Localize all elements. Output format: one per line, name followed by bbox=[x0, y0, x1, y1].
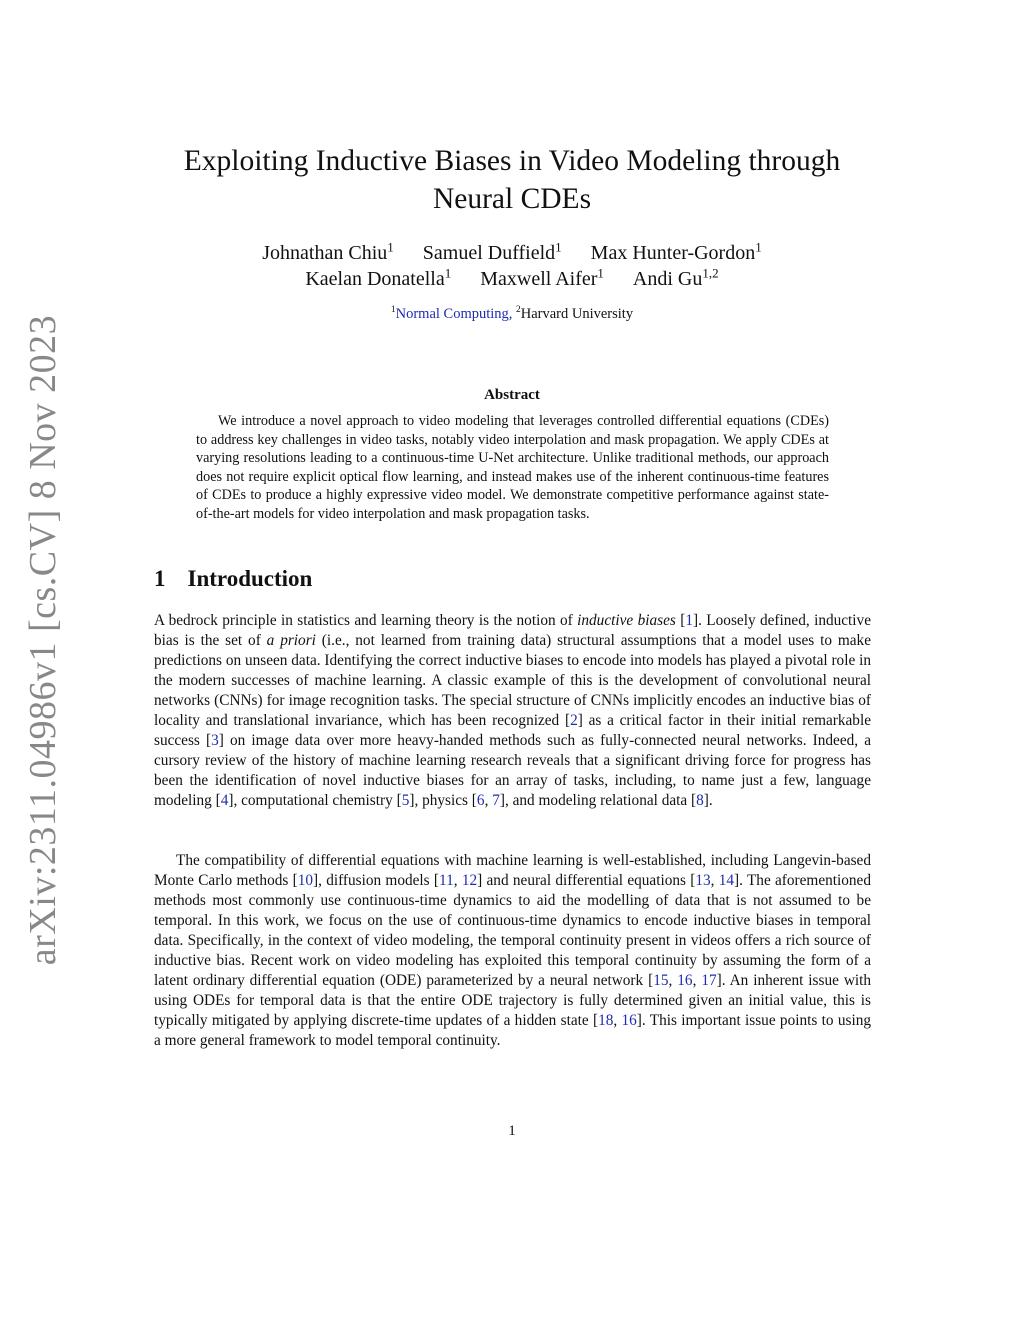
section-number: 1 bbox=[154, 566, 166, 591]
citation-link[interactable]: 10 bbox=[297, 872, 313, 889]
arxiv-id: arXiv:2311.04986v1 [cs.CV] 8 Nov 2023 bbox=[22, 314, 64, 966]
citation-link[interactable]: 13 bbox=[695, 872, 711, 889]
citation-link[interactable]: 1 bbox=[685, 612, 693, 629]
affiliation-harvard: Harvard University bbox=[520, 306, 634, 322]
citation-link[interactable]: 17 bbox=[701, 972, 717, 989]
abstract-heading: Abstract bbox=[484, 387, 540, 403]
emphasis-text: a priori bbox=[266, 632, 316, 649]
arxiv-stamp bbox=[8, 314, 78, 966]
citation-link[interactable]: 6 bbox=[476, 792, 485, 809]
section-heading bbox=[154, 566, 312, 592]
author: Johnathan Chiu$^1$ bbox=[262, 239, 394, 264]
title-line-1: Exploiting Inductive Biases in Video Modeling through bbox=[183, 145, 841, 177]
citation-link[interactable]: 8 bbox=[696, 792, 704, 809]
citation-link[interactable]: 18 bbox=[598, 1012, 614, 1029]
citation-link[interactable]: 14 bbox=[718, 872, 735, 889]
citation-link[interactable]: 5 bbox=[401, 792, 410, 809]
emphasis-text: inductive biases bbox=[577, 612, 676, 629]
citation-link[interactable]: 2 bbox=[570, 712, 578, 729]
intro-paragraph-1: A bedrock principle in statistics and learning theory is the notion of inductive biases [1]. Loosely defined, inductive bias is the set of a priori (i.e., not learned from training data) structural assumptions that a model uses to make predictions on unseen data. Identifying the correct inductive biases to encode into models has played a pivotal role in the modern successes of machine learning. A classic example of this is the development of convolutional neural networks (CNNs) for image recognition tasks. The special structure of CNNs implicitly encodes an inductive bias of locality and translational invariance, which has been recognized [2] as a critical factor in their initial remarkable success [3] on image data over more heavy-handed methods such as fully-connected neural networks. Indeed, a cursory review of the history of machine learning research reveals that a significant driving force for progress has been the identification of novel inductive biases for an array of tasks, including, to name just a few, language modeling [4], computational chemistry [5], physics [6, 7], and modeling relational data [8]. bbox=[154, 612, 871, 809]
author: Maxwell Aifer$^1$ bbox=[480, 265, 604, 290]
affiliations: $^1$Normal Computing, $^2$Harvard University bbox=[390, 305, 634, 322]
citation-link[interactable]: 4 bbox=[220, 792, 229, 809]
citation-link[interactable]: 11 bbox=[439, 872, 454, 889]
author-row-2 bbox=[150, 266, 874, 292]
intro-paragraph-2: The compatibility of differential equations with machine learning is well-established, including Langevin-based Monte Carlo methods [10], diffusion models [11, 12] and neural differential equations [13, 14]. The aforementioned methods most commonly use continuous-time dynamics to aid the modelling of data that is not assumed to be temporal. In this work, we focus on the use of continuous-time dynamics to encode inductive biases in temporal data. Specifically, in the context of video modeling, the temporal continuity present in videos offers a rich source of inductive bias. Recent work on video modeling has exploited this temporal continuity by assuming the form of a latent ordinary differential equation (ODE) parameterized by a neural network [15, 16, 17]. An inherent issue with using ODEs for temporal data is that the entire ODE trajectory is fully determined given an initial value, this is typically mitigated by applying discrete-time updates of a hidden state [18, 16]. This important issue points to using a more general framework to model temporal continuity. bbox=[154, 852, 872, 1049]
citation-link[interactable]: 3 bbox=[211, 732, 219, 749]
page-number: 1 bbox=[508, 1123, 516, 1139]
author: Andi Gu$^{1,2}$ bbox=[632, 265, 719, 290]
citation-link[interactable]: 16 bbox=[621, 1012, 637, 1029]
section-title: Introduction bbox=[187, 566, 313, 591]
citation-link[interactable]: 7 bbox=[492, 792, 500, 809]
title-line-2: Neural CDEs bbox=[432, 183, 592, 215]
author: Max Hunter-Gordon$^1$ bbox=[590, 239, 762, 264]
author: Kaelan Donatella$^1$ bbox=[305, 265, 452, 290]
affiliation-link-normal-computing[interactable]: Normal Computing, bbox=[395, 306, 513, 322]
author: Samuel Duffield$^1$ bbox=[422, 239, 562, 264]
citation-link[interactable]: 16 bbox=[677, 972, 693, 989]
citation-link[interactable]: 15 bbox=[653, 972, 669, 989]
author-row-1 bbox=[150, 240, 874, 266]
citation-link[interactable]: 12 bbox=[461, 872, 478, 889]
paper-title bbox=[150, 142, 874, 218]
author-list bbox=[150, 240, 874, 292]
abstract-text: We introduce a novel approach to video modeling that leverages controlled differential equations (CDEs) to address key challenges in video tasks, notably video interpolation and mask propagation. We apply CDEs at varying resolutions leading to a continuous-time U-Net architecture. Unlike traditional methods, our approach does not require explicit optical flow learning, and instead makes use of the inherent continuous-time features of CDEs to produce a highly expressive video model. We demonstrate competitive performance against state-of-the-art models for video interpolation and mask propagation tasks. bbox=[196, 413, 829, 522]
